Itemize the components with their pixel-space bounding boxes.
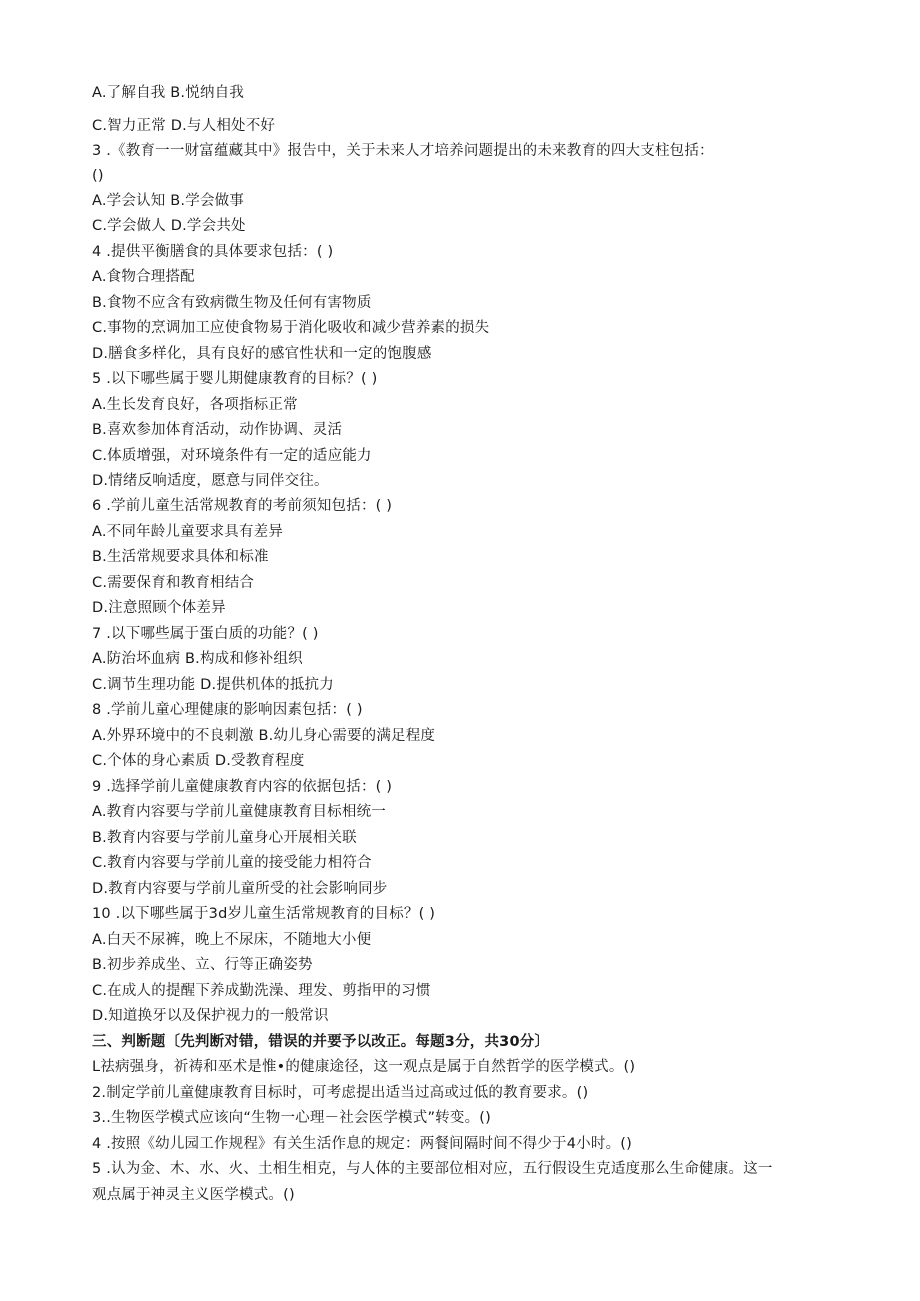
judge-item-1: L祛病强身，祈祷和巫术是惟•的健康途径，这一观点是属于自然哲学的医学模式。() [92, 1059, 636, 1075]
q3-options-ab: A.学会认知 B.学会做事 [92, 193, 245, 209]
q4-option-d: D.膳食多样化，具有良好的感官性状和一定的饱腹感 [92, 346, 432, 362]
q7-options-cd: C.调节生理功能 D.提供机体的抵抗力 [92, 677, 334, 693]
q6-option-a: A.不同年龄儿童要求具有差异 [92, 524, 284, 540]
q7-stem: 7 .以下哪些属于蛋白质的功能？( ) [92, 626, 319, 642]
q6-option-c: C.需要保育和教育相结合 [92, 575, 255, 591]
q10-option-b: B.初步养成坐、立、行等正确姿势 [92, 957, 313, 973]
q3-options-cd: C.学会做人 D.学会共处 [92, 218, 246, 234]
q8-options-cd: C.个体的身心素质 D.受教育程度 [92, 753, 305, 769]
q8-options-ab: A.外界环境中的不良刺激 B.幼儿身心需要的满足程度 [92, 728, 436, 744]
q5-stem: 5 .以下哪些属于婴儿期健康教育的目标？( ) [92, 371, 378, 387]
q2-options-ab: A.了解自我 B.悦纳自我 [92, 85, 245, 101]
q9-option-b: B.教育内容要与学前儿童身心开展相关联 [92, 830, 357, 846]
q5-option-a: A.生长发育良好，各项指标正常 [92, 397, 298, 413]
q8-stem: 8 .学前儿童心理健康的影响因素包括：( ) [92, 702, 363, 718]
q3-stem: 3 .《教育一一财富蕴藏其中》报告中，关于未来人才培养问题提出的未来教育的四大支柱包括： [92, 143, 714, 159]
q5-option-d: D.情绪反响适度，愿意与同伴交往。 [92, 473, 329, 489]
judge-item-5-cont: 观点属于神灵主义医学模式。() [92, 1187, 295, 1203]
q10-option-c: C.在成人的提醒下养成勤洗澡、理发、剪指甲的习惯 [92, 983, 431, 999]
q4-stem: 4 .提供平衡膳食的具体要求包括：( ) [92, 244, 334, 260]
q2-options-cd: C.智力正常 D.与人相处不好 [92, 118, 276, 134]
q10-option-a: A.白天不尿裤，晚上不尿床，不随地大小便 [92, 932, 372, 948]
q5-option-b: B.喜欢参加体育活动，动作协调、灵活 [92, 422, 343, 438]
q10-stem: 10 .以下哪些属于3d岁儿童生活常规教育的目标？( ) [92, 906, 436, 922]
q9-stem: 9 .选择学前儿童健康教育内容的依据包括：( ) [92, 779, 393, 795]
q9-option-c: C.教育内容要与学前儿童的接受能力相符合 [92, 855, 372, 871]
judge-item-2: 2.制定学前儿童健康教育目标时，可考虑提出适当过高或过低的教育要求。() [92, 1085, 589, 1101]
q4-option-c: C.事物的烹调加工应使食物易于消化吸收和减少营养素的损失 [92, 320, 490, 336]
q7-options-ab: A.防治坏血病 B.构成和修补组织 [92, 651, 303, 667]
judge-item-3: 3..生物医学模式应该向“生物一心理－社会医学模式”转变。() [92, 1110, 491, 1126]
q4-option-a: A.食物合理搭配 [92, 269, 195, 285]
q3-blank: () [92, 168, 104, 184]
judge-item-4: 4 .按照《幼儿园工作规程》有关生活作息的规定：两餐间隔时间不得少于4小时。() [92, 1136, 632, 1152]
q4-option-b: B.食物不应含有致病微生物及任何有害物质 [92, 295, 372, 311]
q6-option-b: B.生活常规要求具体和标准 [92, 549, 269, 565]
q5-option-c: C.体质增强，对环境条件有一定的适应能力 [92, 448, 372, 464]
q6-stem: 6 .学前儿童生活常规教育的考前须知包括：( ) [92, 498, 393, 514]
q9-option-a: A.教育内容要与学前儿童健康教育目标相统一 [92, 804, 386, 820]
q9-option-d: D.教育内容要与学前儿童所受的社会影响同步 [92, 881, 388, 897]
q6-option-d: D.注意照顾个体差异 [92, 600, 226, 616]
q10-option-d: D.知道换牙以及保护视力的一般常识 [92, 1008, 329, 1024]
section-heading: 三、判断题〔先判断对错，错误的并要予以改正。每题3分，共30分〕 [92, 1034, 550, 1050]
judge-item-5: 5 .认为金、木、水、火、土相生相克，与人体的主要部位相对应，五行假设生克适度那么生命健康。这一 [92, 1161, 773, 1177]
